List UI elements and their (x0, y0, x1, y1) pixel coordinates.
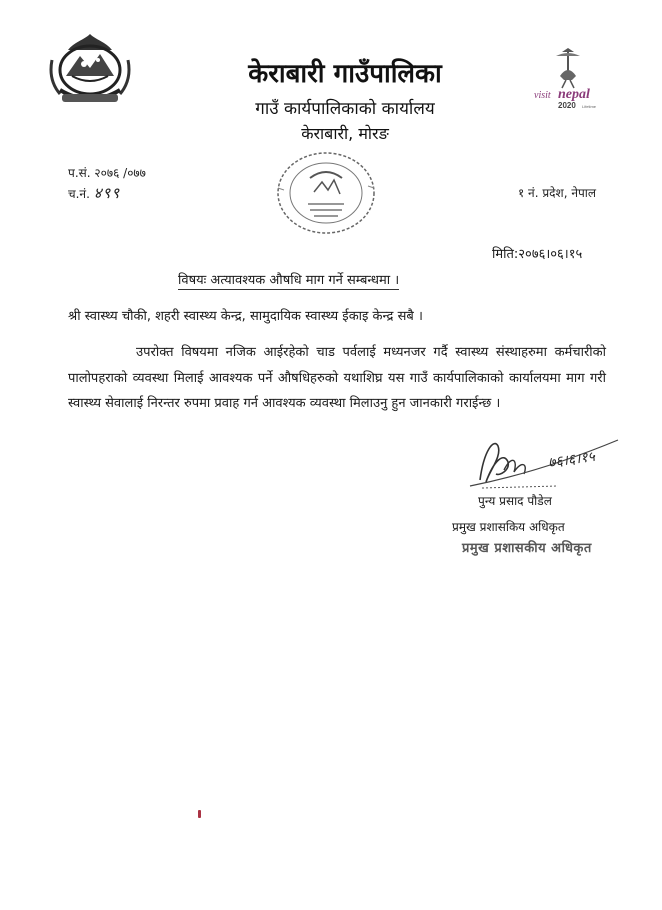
office-stamp-icon (270, 148, 382, 238)
letter-body-text: उपरोक्त विषयमा नजिक आईरहेको चाड पर्वलाई मध्यनजर गर्दै स्वास्थ्य संस्थाहरुमा कर्मचारीको पालोपहराको व्यवस्था मिलाई आवश्यक पर्ने औषधिहरुको यथाशिघ्र यस गाउँ कार्यपालिकाको कार्यालयमा माग गरी स्वास्थ्य सेवालाई निरन्तर रुपमा प्रवाह गर्न आवश्यक व्यवस्था मिलाउनु हुन जानकारी गराईन्छ । (68, 345, 606, 411)
dispatch-number (68, 183, 120, 203)
svg-text:Lifetime: Lifetime (582, 104, 597, 109)
designation-stamp: प्रमुख प्रशासकीय अधिकृत (462, 541, 592, 556)
letter-reference-number: प.सं. २०७६ /०७७ (68, 166, 146, 180)
office-subtitle: गाउँ कार्यपालिकाको कार्यालय (255, 99, 435, 119)
signer-designation: प्रमुख प्रशासकिय अधिकृत (452, 520, 565, 534)
letter-addressee: श्री स्वास्थ्य चौकी, शहरी स्वास्थ्य केन्द्र, सामुदायिक स्वास्थ्य ईकाइ केन्द्र सबै । (68, 309, 423, 324)
signer-name: पुन्य प्रसाद पौडेल (478, 494, 552, 508)
letter-subject: विषयः अत्यावश्यक औषधि माग गर्ने सम्बन्धमा । (178, 270, 399, 290)
office-location: केराबारी, मोरङ (301, 124, 389, 143)
letter-body (68, 340, 606, 417)
svg-text:2020: 2020 (558, 101, 576, 110)
dispatch-number-label: च.नं. (68, 187, 90, 201)
letter-date: मिति:२०७६।०६।१५ (492, 247, 583, 262)
ink-mark (198, 810, 201, 818)
signature-date: ७६।६।१५ (547, 448, 596, 472)
office-title: केराबारी गाउँपालिका (248, 59, 442, 89)
province-label: १ नं. प्रदेश, नेपाल (518, 186, 597, 200)
svg-text:nepal: nepal (558, 87, 590, 102)
dispatch-number-value: ४९९ (93, 184, 121, 202)
svg-text:visit: visit (534, 90, 551, 101)
